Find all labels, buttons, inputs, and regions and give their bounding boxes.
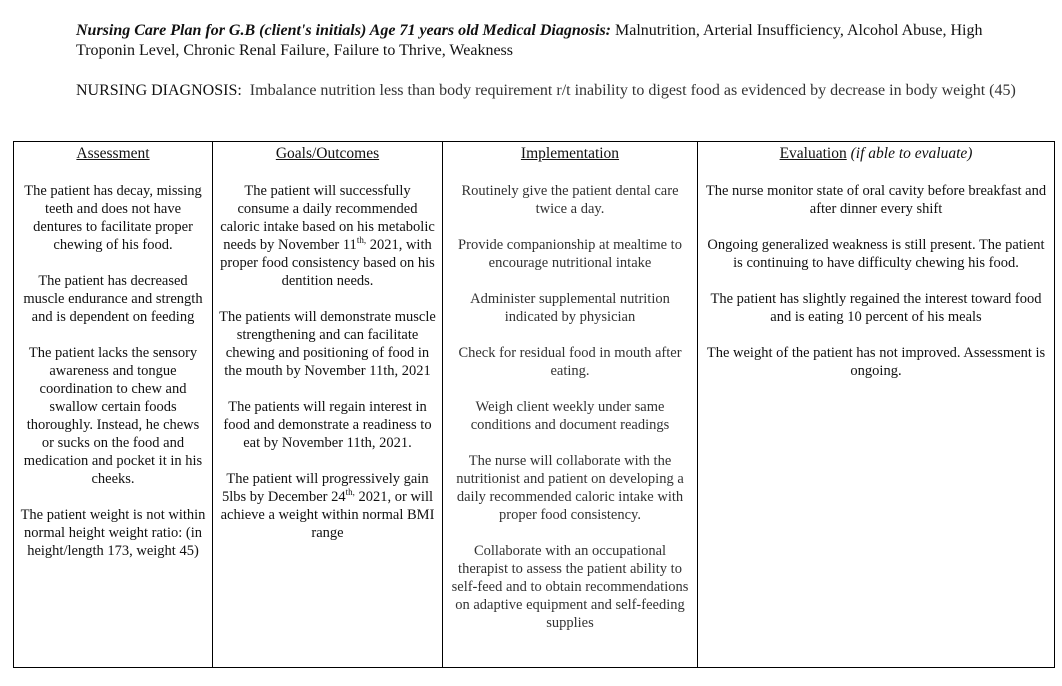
- care-plan-title: [76, 21, 1036, 61]
- goal-item: The patients will demonstrate muscle strengthening and can facilitate chewing and positioning of food in the mouth by November 11th, 2021: [219, 309, 436, 379]
- implementation-item: Collaborate with an occupational therapist to assess the patient ability to self-feed and to obtain recommendations on adaptive equipment and self-feeding supplies: [451, 543, 689, 631]
- goals-column: [213, 142, 443, 667]
- assessment-column: [14, 142, 213, 667]
- nursing-diagnosis: [76, 81, 1036, 101]
- implementation-item: Administer supplemental nutrition indicated by physician: [470, 291, 670, 325]
- evaluation-column: [698, 142, 1054, 667]
- implementation-item: Provide companionship at mealtime to encourage nutritional intake: [458, 237, 682, 271]
- assessment-item: The patient weight is not within normal height weight ratio: (in height/length 173, weight 45): [20, 507, 206, 559]
- evaluation-item: The weight of the patient has not improved. Assessment is ongoing.: [706, 345, 1046, 379]
- goal-item: The patient will successfully consume a daily recommended caloric intake based on his metabolic needs by November $11^{th,}$ 2021, with proper food consistency based on his dentition needs.: [220, 183, 435, 289]
- evaluation-item: The nurse monitor state of oral cavity before breakfast and after dinner every shift: [705, 183, 1047, 217]
- assessment-item: The patient lacks the sensory awareness and tongue coordination to chew and swallow certain foods thoroughly. Instead, he chews or sucks on the food and medication and pocket it in his cheeks.: [23, 345, 203, 487]
- assessment-item: The patient has decreased muscle endurance and strength and is dependent on feeding: [23, 273, 203, 325]
- evaluation-heading: Evaluation: [779, 145, 847, 162]
- goal-item: The patients will regain interest in food and demonstrate a readiness to eat by November 11th, 2021.: [223, 399, 432, 451]
- evaluation-item: The patient has slightly regained the interest toward food and is eating 10 percent of his meals: [710, 291, 1042, 325]
- implementation-item: Check for residual food in mouth after eating.: [458, 345, 682, 379]
- implementation-heading: Implementation: [520, 145, 620, 162]
- medical-diagnosis-list: Malnutrition, Arterial Insufficiency, Alcohol Abuse, High Troponin Level, Chronic Renal Failure, Failure to Thrive, Weakness: [76, 22, 983, 59]
- implementation-item: Routinely give the patient dental care twice a day.: [461, 183, 679, 217]
- title-bold: Nursing Care Plan for G.B (client's initials) Age 71 years old Medical Diagnosis:: [76, 22, 611, 39]
- implementation-item: Weigh client weekly under same conditions and document readings: [470, 399, 670, 433]
- nursing-diagnosis-label: NURSING DIAGNOSIS:: [76, 82, 242, 99]
- evaluation-item: Ongoing generalized weakness is still present. The patient is continuing to have difficulty chewing his food.: [707, 237, 1045, 271]
- assessment-item: The patient has decay, missing teeth and does not have dentures to facilitate proper chewing of his food.: [24, 183, 202, 253]
- assessment-heading: Assessment: [76, 145, 150, 162]
- goals-heading: Goals/Outcomes: [275, 145, 380, 162]
- care-plan-table: [13, 141, 1055, 668]
- evaluation-heading-note: (if able to evaluate): [850, 145, 973, 162]
- implementation-column: [443, 142, 698, 667]
- implementation-item: The nurse will collaborate with the nutritionist and patient on developing a daily recommended caloric intake with proper food consistency.: [456, 453, 684, 523]
- goal-item: The patient will progressively gain 5lbs by December $24^{th,}$ 2021, or will achieve a weight within normal BMI range: [220, 471, 435, 541]
- nursing-diagnosis-text: Imbalance nutrition less than body requirement r/t inability to digest food as evidenced by decrease in body weight (45): [249, 82, 1016, 99]
